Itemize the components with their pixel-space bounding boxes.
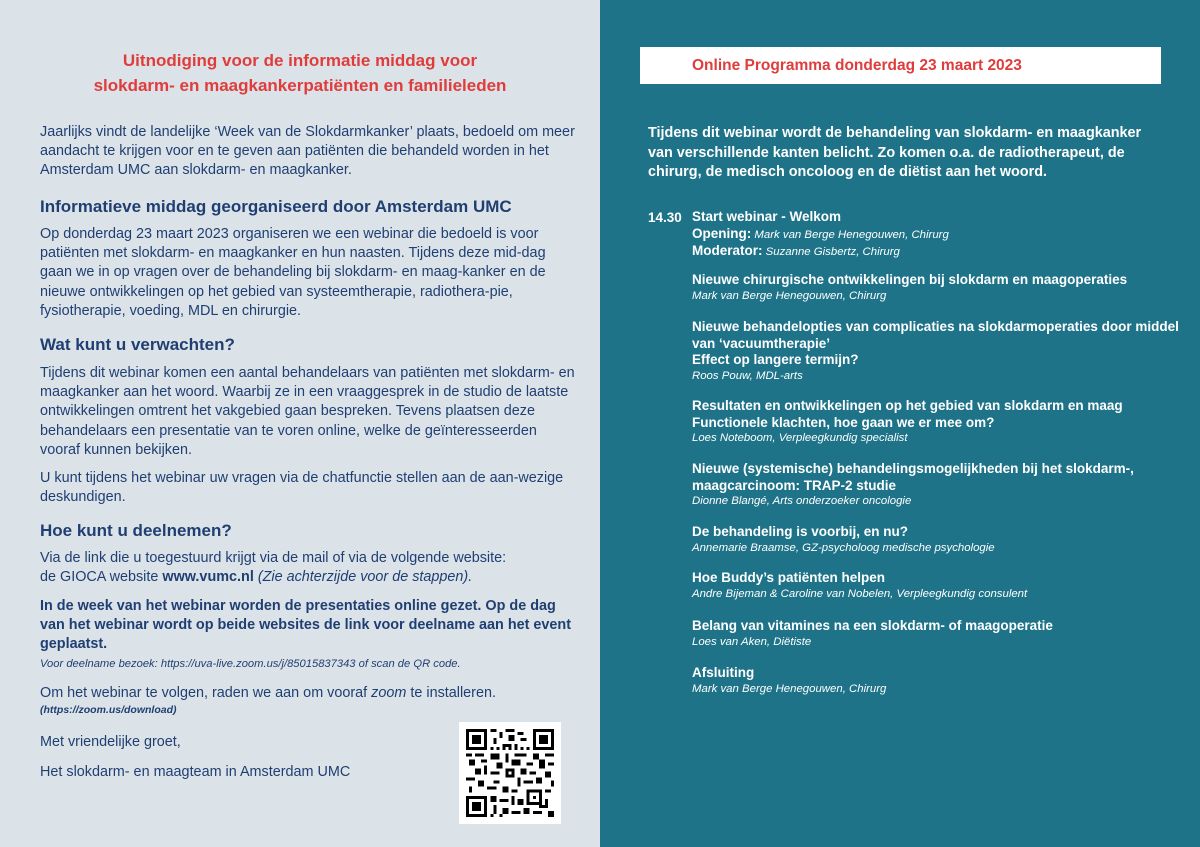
paragraph-chat: U kunt tijdens het webinar uw vragen via de chatfunctie stellen aan de aan-wezige deskundigen. — [40, 470, 564, 506]
start-time: 14.30 — [648, 210, 682, 225]
qr-code-graphic — [466, 729, 554, 817]
zoom-prefix: Om het webinar te volgen, raden we aan om vooraf — [40, 685, 372, 701]
program-item-subtitle: Effect op langere termijn? — [692, 352, 859, 367]
program-item-vacuumtherapie — [692, 319, 1182, 384]
moderator-speaker: Suzanne Gisbertz, Chirurg — [762, 245, 900, 258]
heading-verwachten: Wat kunt u verwachten? — [40, 335, 235, 354]
zoom-word: zoom — [371, 685, 407, 701]
program-item-speaker: Mark van Berge Henegouwen, Chirurg — [692, 682, 887, 695]
program-item-voorbij — [692, 524, 1182, 556]
vumc-link[interactable]: www.vumc.nl — [162, 569, 254, 586]
program-item-title: De behandeling is voorbij, en nu? — [692, 524, 909, 539]
paragraph-event-details: Op donderdag 23 maart 2023 organiseren we een webinar die bedoeld is voor patiënten met slokdarm- en maagkanker en hun naasten. Tijdens deze mid-dag gaan we in op vragen over de behandeling bij slokdarm- en maag-kanker en de nieuwe ontwikkelingen op het gebied van systeemtherapie, radiothera-pie, fysiotherapie, voeding, MDL en chirurgie. — [40, 226, 546, 319]
paragraph-presentations: In de week van het webinar worden de presentaties online gezet. Op de dag van het webinar wordt op beide websites de link voor deelname aan het event geplaatst. — [40, 598, 571, 653]
program-panel — [600, 0, 1200, 847]
program-item-welkom — [692, 209, 1182, 260]
greeting: Met vriendelijke groet, — [40, 734, 181, 750]
program-item-title: Afsluiting — [692, 665, 755, 680]
program-item-subtitle: Functionele klachten, hoe gaan we er mee om? — [692, 414, 995, 430]
intro-paragraph: Jaarlijks vindt de landelijke ‘Week van de Slokdarmkanker’ plaats, bedoeld om meer aandacht te krijgen voor en te geven aan patiënten die behandeld worden in het Amsterdam UMC aan slokdarm- en maagkanker. — [40, 124, 575, 179]
signature: Het slokdarm- en maagteam in Amsterdam UMC — [40, 764, 351, 780]
program-item-title: Nieuwe chirurgische ontwikkelingen bij slokdarm en maagoperaties — [692, 272, 1128, 287]
program-intro: Tijdens dit webinar wordt de behandeling van slokdarm- en maagkanker van verschillende kanten belicht. Zo komen o.a. de radiotherapeut, de chirurg, de medisch oncoloog en de diëtist aan het woord. — [648, 125, 1142, 180]
paragraph-expectations: Tijdens dit webinar komen een aantal behandelaars van patiënten met slokdarm- en maagkanker aan het woord. Waarbij ze in een vraaggesprek in de studio de laatste ontwikkelingen omtrent het vakgebied gaan bespreken. Tevens plaatsen deze behandelaars een presentatie van te voren online, welke de geïnteresseerden vooraf kunnen bekijken. — [40, 365, 575, 458]
title-line-1: Uitnodiging voor de informatie middag voor — [122, 51, 478, 70]
invitation-title — [0, 48, 600, 98]
link-line: Via de link die u toegestuurd krijgt via de mail of via de volgende website: — [40, 550, 507, 566]
opening-label: Opening: — [692, 225, 752, 241]
heading-deelnemen: Hoe kunt u deelnemen? — [40, 521, 232, 540]
moderator-line — [692, 243, 1182, 260]
program-item-afsluiting — [692, 665, 1182, 697]
qr-code-icon[interactable] — [459, 722, 561, 824]
opening-speaker: Mark van Berge Henegouwen, Chirurg — [751, 228, 949, 241]
title-line-2: slokdarm- en maagkankerpatiënten en familieleden — [93, 76, 507, 95]
program-item-speaker: Dionne Blangé, Arts onderzoeker oncologie — [692, 495, 912, 507]
program-item-trap2 — [692, 461, 1182, 509]
zoom-suffix: te installeren. — [406, 685, 496, 701]
program-item-title: Nieuwe behandelopties van complicaties na slokdarmoperaties door middel van ‘vacuumtherapie’ — [692, 319, 1179, 351]
program-item-title: Belang van vitamines na een slokdarm- of maagoperatie — [692, 618, 1053, 633]
opening-line — [692, 226, 1182, 243]
program-item-buddy — [692, 570, 1182, 602]
paragraph-link — [40, 549, 575, 587]
program-item-resultaten — [692, 398, 1182, 446]
program-item-chirurgie — [692, 272, 1182, 304]
program-item-title: Resultaten en ontwikkelingen op het gebied van slokdarm en maag — [692, 398, 1123, 413]
program-item-vitamines — [692, 618, 1182, 650]
zoom-download-link[interactable]: (https://zoom.us/download) — [40, 704, 177, 716]
program-item-title: Start webinar - Welkom — [692, 209, 842, 224]
program-item-title: Hoe Buddy’s patiënten helpen — [692, 570, 886, 585]
program-item-speaker: Annemarie Braamse, GZ-psycholoog medische psychologie — [692, 541, 995, 554]
website-prefix: de GIOCA website — [40, 569, 163, 586]
heading-informatieve-middag: Informatieve middag georganiseerd door Amsterdam UMC — [40, 197, 512, 216]
moderator-label: Moderator: — [692, 242, 763, 258]
paragraph-zoom — [40, 684, 575, 703]
program-item-speaker: Roos Pouw, MDL-arts — [692, 369, 803, 382]
website-line — [40, 568, 575, 587]
zoom-link-note[interactable]: Voor deelname bezoek: https://uva-live.zoom.us/j/85015837343 of scan de QR code. — [40, 658, 461, 670]
program-item-speaker: Andre Bijeman & Caroline van Nobelen, Verpleegkundig consulent — [692, 587, 1028, 600]
program-item-speaker: Loes Noteboom, Verpleegkundig specialist — [692, 432, 908, 444]
program-item-speaker: Loes van Aken, Diëtiste — [692, 635, 812, 648]
program-item-speaker: Mark van Berge Henegouwen, Chirurg — [692, 289, 887, 302]
program-item-title: Nieuwe (systemische) behandelingsmogelijkheden bij het slokdarm-, maagcarcinoom: TRAP-2 studie — [692, 461, 1134, 493]
program-header: Online Programma donderdag 23 maart 2023 — [640, 47, 1161, 84]
website-suffix: (Zie achterzijde voor de stappen). — [253, 569, 473, 586]
